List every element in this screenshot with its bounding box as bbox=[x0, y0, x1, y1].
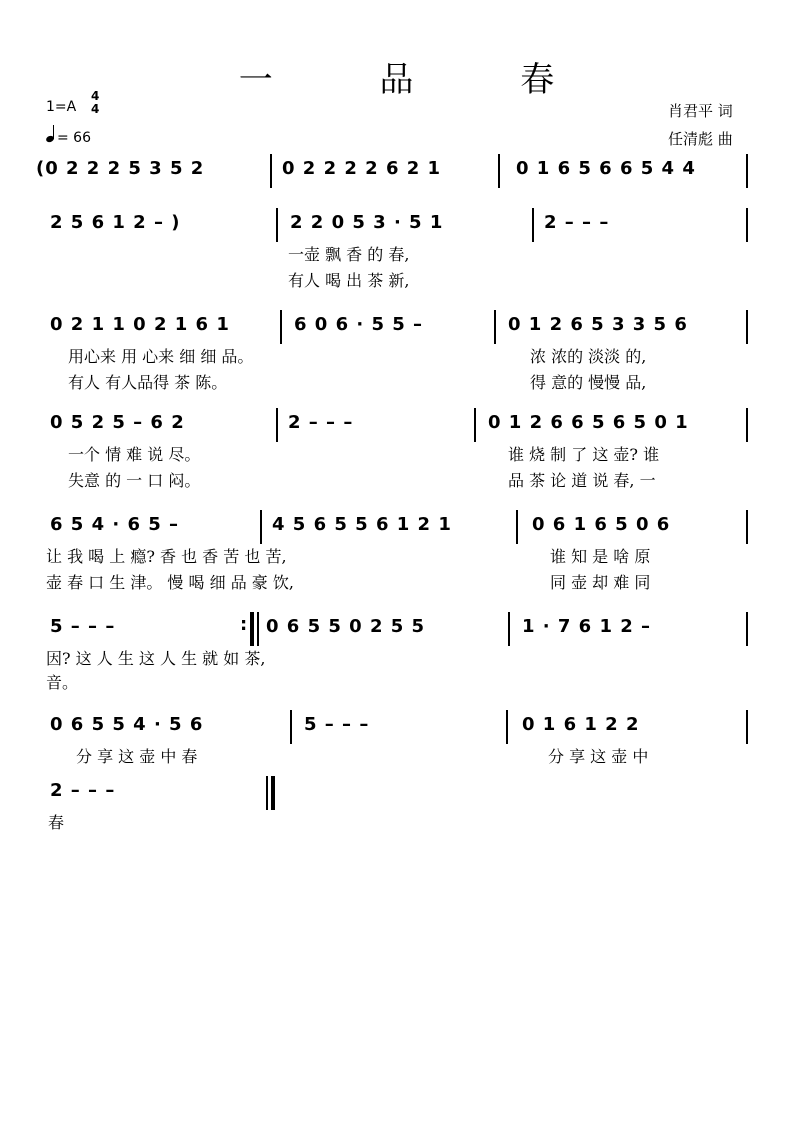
time-sig-top: 4 bbox=[91, 89, 100, 103]
measure: 0 2 1 1 0 2 1 6 1 bbox=[50, 314, 230, 335]
measure: 0 5 2 5 – 6 2 bbox=[50, 412, 185, 433]
barline bbox=[270, 154, 272, 188]
lyric-verse-1: 一壶 飘 香 的 春, bbox=[288, 245, 410, 264]
lyric-verse-2-right: 品 茶 论 道 说 春, 一 bbox=[508, 471, 656, 490]
measure: 0 1 6 5 6 6 5 4 4 bbox=[516, 158, 696, 179]
barline bbox=[260, 510, 262, 544]
measure: (0 2 2 2 5 3 5 2 bbox=[36, 158, 205, 179]
lyric-verse-2-right: 同 壶 却 难 同 bbox=[550, 573, 651, 592]
barline bbox=[276, 408, 278, 442]
measure: 2 2 0 5 3 · 5 1 bbox=[290, 212, 444, 233]
repeat-dots: : bbox=[240, 614, 248, 635]
measure: 0 2 2 2 2 6 2 1 bbox=[282, 158, 442, 179]
lyric-verse-1: 一个 情 难 说 尽。 bbox=[68, 445, 201, 464]
measure: 2 – – – bbox=[288, 412, 354, 433]
lyric-verse-2: 有人 喝 出 茶 新, bbox=[288, 271, 410, 290]
barline bbox=[280, 310, 282, 344]
measure: 0 1 6 1 2 2 bbox=[522, 714, 640, 735]
tempo-marking bbox=[46, 128, 91, 146]
barline bbox=[746, 310, 748, 344]
measure: 0 6 5 5 0 2 5 5 bbox=[266, 616, 426, 637]
barline bbox=[746, 154, 748, 188]
lyric-verse-1: 让 我 喝 上 瘾? 香 也 香 苦 也 苦, bbox=[46, 547, 287, 566]
composer-credit: 任清彪 曲 bbox=[668, 130, 733, 148]
score-title: 一 品 春 bbox=[238, 60, 603, 100]
measure: 0 6 1 6 5 0 6 bbox=[532, 514, 671, 535]
lyric-verse-1: 因? 这 人 生 这 人 生 就 如 茶, bbox=[46, 649, 266, 668]
tempo-value: = 66 bbox=[57, 130, 91, 146]
barline bbox=[746, 510, 748, 544]
lyric-verse-1-right: 浓 浓的 淡淡 的, bbox=[530, 347, 647, 366]
lyric-verse-1: 分 享 这 壶 中 春 bbox=[76, 747, 198, 766]
barline bbox=[498, 154, 500, 188]
measure: 0 1 2 6 6 5 6 5 0 1 bbox=[488, 412, 689, 433]
lyric-verse-2-right: 得 意的 慢慢 品, bbox=[530, 373, 647, 392]
barline bbox=[276, 208, 278, 242]
measure: 0 6 5 5 4 · 5 6 bbox=[50, 714, 204, 735]
final-barline bbox=[266, 776, 268, 810]
measure: 6 5 4 · 6 5 – bbox=[50, 514, 180, 535]
lyric-verse-2: 壶 春 口 生 津。 慢 喝 细 品 豪 饮, bbox=[46, 573, 294, 592]
barline bbox=[532, 208, 534, 242]
lyric-verse-1-right: 分 享 这 壶 中 bbox=[548, 747, 649, 766]
repeat-barline bbox=[257, 612, 259, 646]
barline bbox=[746, 710, 748, 744]
measure: 2 – – – bbox=[544, 212, 610, 233]
lyric-verse-1: 春 bbox=[48, 813, 65, 832]
lyric-verse-2: 有人 有人品得 茶 陈。 bbox=[68, 373, 228, 392]
lyric-verse-2: 失意 的 一 口 闷。 bbox=[68, 471, 201, 490]
barline bbox=[746, 612, 748, 646]
lyric-verse-2: 音。 bbox=[46, 673, 79, 692]
key-signature: 1=A bbox=[46, 99, 77, 115]
barline bbox=[494, 310, 496, 344]
measure: 2 – – – bbox=[50, 780, 116, 801]
repeat-barline bbox=[250, 612, 254, 646]
barline bbox=[508, 612, 510, 646]
barline bbox=[746, 408, 748, 442]
barline bbox=[290, 710, 292, 744]
barline bbox=[474, 408, 476, 442]
quarter-note-icon bbox=[46, 128, 54, 142]
measure: 6 0 6 · 5 5 – bbox=[294, 314, 424, 335]
measure: 2 5 6 1 2 – ) bbox=[50, 212, 181, 233]
lyric-verse-1-right: 谁 烧 制 了 这 壶? 谁 bbox=[508, 445, 660, 464]
final-barline-thick bbox=[271, 776, 275, 810]
lyric-verse-1: 用心来 用 心来 细 细 品。 bbox=[68, 347, 254, 366]
lyricist-credit: 肖君平 词 bbox=[668, 102, 733, 120]
measure: 5 – – – bbox=[50, 616, 116, 637]
barline bbox=[506, 710, 508, 744]
time-sig-bottom: 4 bbox=[91, 102, 100, 116]
lyric-verse-1-right: 谁 知 是 啥 原 bbox=[550, 547, 651, 566]
time-signature bbox=[91, 90, 99, 116]
measure: 5 – – – bbox=[304, 714, 370, 735]
barline bbox=[746, 208, 748, 242]
measure: 0 1 2 6 5 3 3 5 6 bbox=[508, 314, 688, 335]
measure: 4 5 6 5 5 6 1 2 1 bbox=[272, 514, 452, 535]
barline bbox=[516, 510, 518, 544]
measure: 1 · 7 6 1 2 – bbox=[522, 616, 652, 637]
